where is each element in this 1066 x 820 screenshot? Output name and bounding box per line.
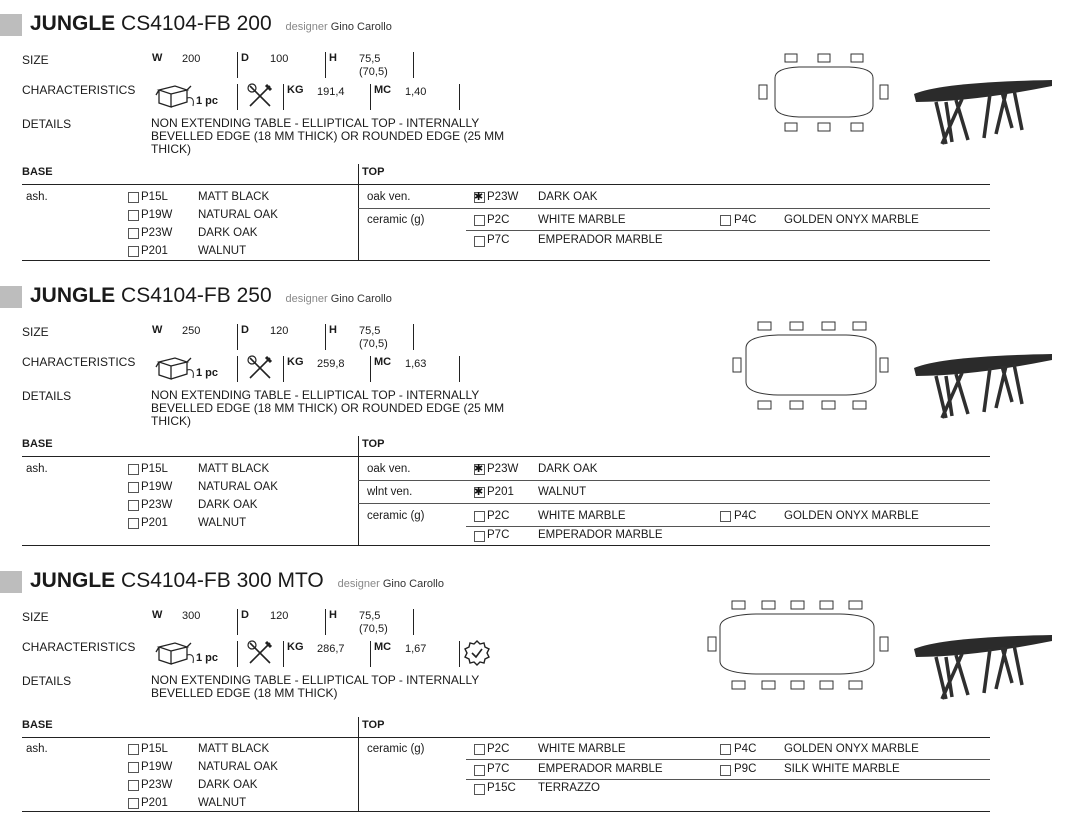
top-material: ceramic (g) — [367, 743, 425, 755]
option-code: P19W — [141, 481, 173, 493]
pieces-count: 1 pc — [196, 652, 219, 664]
base-material: ash. — [26, 191, 48, 203]
option-name: MATT BLACK — [198, 191, 270, 203]
divider — [325, 52, 326, 78]
divider — [413, 609, 414, 635]
option-name: DARK OAK — [538, 191, 598, 203]
divider — [459, 356, 460, 382]
h-label: H — [329, 324, 337, 336]
option-code: P7C — [487, 529, 510, 541]
option-checkbox[interactable] — [720, 744, 731, 755]
product-jungle-250 — [0, 286, 1066, 548]
table-photo — [912, 627, 1054, 703]
details-label: DETAILS — [22, 674, 72, 688]
divider — [370, 356, 371, 382]
option-name: DARK OAK — [198, 227, 258, 239]
option-checkbox-checked[interactable] — [474, 487, 485, 498]
row-rule — [358, 208, 990, 209]
option-checkbox[interactable] — [128, 210, 139, 221]
option-checkbox[interactable] — [474, 511, 485, 522]
option-checkbox[interactable] — [128, 518, 139, 529]
assembly-tools-icon — [246, 354, 274, 382]
option-name: DARK OAK — [198, 779, 258, 791]
d-label: D — [241, 324, 249, 336]
option-name: DARK OAK — [538, 463, 598, 475]
w-label: W — [152, 52, 163, 64]
divider — [325, 609, 326, 635]
option-name: WALNUT — [198, 517, 247, 529]
column-divider — [358, 717, 359, 811]
product-title — [30, 569, 444, 593]
divider — [237, 356, 238, 382]
row-rule — [358, 480, 990, 481]
option-checkbox[interactable] — [474, 784, 485, 795]
option-code: P4C — [734, 510, 757, 522]
size-label: SIZE — [22, 610, 49, 624]
designer-prefix: designer — [285, 293, 328, 305]
depth-value: 100 — [270, 53, 289, 65]
table-bottom-rule — [22, 260, 990, 261]
product-name: JUNGLE — [30, 284, 116, 307]
designer-line — [285, 293, 391, 305]
package-box-icon — [155, 637, 195, 667]
option-name: GOLDEN ONYX MARBLE — [784, 743, 919, 755]
base-header: BASE — [22, 166, 53, 178]
option-checkbox[interactable] — [128, 228, 139, 239]
option-code: P23W — [141, 227, 173, 239]
divider — [283, 84, 284, 110]
base-header: BASE — [22, 438, 53, 450]
details-text: NON EXTENDING TABLE - ELLIPTICAL TOP - INTERNALLY BEVELLED EDGE (18 MM THICK) — [151, 673, 480, 700]
option-code: P15L — [141, 463, 168, 475]
product-code: CS4104-FB 200 — [121, 12, 272, 35]
option-code: P201 — [141, 517, 168, 529]
w-label: W — [152, 609, 163, 621]
height-value: 75,5 — [359, 325, 381, 337]
designer-line — [285, 21, 391, 33]
product-code: CS4104-FB 250 — [121, 284, 272, 307]
option-name: WALNUT — [538, 486, 587, 498]
product-name: JUNGLE — [30, 569, 116, 592]
option-name: WALNUT — [198, 797, 247, 809]
option-checkbox[interactable] — [720, 511, 731, 522]
details-label: DETAILS — [22, 389, 72, 403]
column-divider — [358, 436, 359, 546]
table-bottom-rule — [22, 545, 990, 546]
designer-name: Gino Carollo — [382, 578, 444, 590]
option-name: GOLDEN ONYX MARBLE — [784, 510, 919, 522]
designer-line — [338, 578, 444, 590]
option-checkbox[interactable] — [128, 464, 139, 475]
divider — [237, 641, 238, 667]
kg-label: KG — [287, 84, 304, 96]
top-header: TOP — [362, 438, 385, 450]
option-name: EMPERADOR MARBLE — [538, 763, 663, 775]
option-checkbox[interactable] — [720, 765, 731, 776]
option-checkbox[interactable] — [720, 215, 731, 226]
option-code: P23W — [141, 779, 173, 791]
option-code: P9C — [734, 763, 757, 775]
table-plan-diagram — [728, 318, 898, 414]
details-text: NON EXTENDING TABLE - ELLIPTICAL TOP - INTERNALLY BEVELLED EDGE (18 MM THICK) OR ROUNDED EDGE (25 MM THICK) — [151, 388, 505, 428]
option-name: EMPERADOR MARBLE — [538, 529, 663, 541]
designer-name: Gino Carollo — [330, 21, 392, 33]
width-value: 200 — [182, 53, 201, 65]
table-photo — [912, 72, 1054, 148]
option-code: P2C — [487, 743, 510, 755]
divider — [237, 84, 238, 110]
product-title — [30, 12, 392, 36]
volume-value: 1,67 — [405, 643, 427, 655]
w-label: W — [152, 324, 163, 336]
assembly-tools-icon — [246, 82, 274, 110]
option-name: MATT BLACK — [198, 463, 270, 475]
option-name: WHITE MARBLE — [538, 510, 626, 522]
mc-label: MC — [374, 356, 392, 368]
base-material: ash. — [26, 743, 48, 755]
product-title-bar — [0, 286, 700, 310]
option-checkbox[interactable] — [128, 780, 139, 791]
volume-value: 1,40 — [405, 86, 427, 98]
option-checkbox[interactable] — [474, 744, 485, 755]
weight-value: 286,7 — [317, 643, 345, 655]
option-checkbox[interactable] — [128, 482, 139, 493]
width-value: 300 — [182, 610, 201, 622]
divider — [370, 84, 371, 110]
designer-prefix: designer — [285, 21, 328, 33]
table-header-rule — [22, 184, 990, 185]
details-text: NON EXTENDING TABLE - ELLIPTICAL TOP - INTERNALLY BEVELLED EDGE (18 MM THICK) OR ROUNDED EDGE (25 MM THICK) — [151, 116, 505, 156]
divider — [237, 52, 238, 78]
characteristics-label: CHARACTERISTICS — [22, 355, 136, 369]
weight-value: 191,4 — [317, 86, 345, 98]
title-marker — [0, 14, 22, 36]
made-to-order-badge-icon — [463, 639, 491, 667]
kg-label: KG — [287, 356, 304, 368]
option-checkbox-checked[interactable] — [474, 192, 485, 203]
option-name: WHITE MARBLE — [538, 743, 626, 755]
option-code: P15L — [141, 743, 168, 755]
option-code: P201 — [141, 797, 168, 809]
base-material: ash. — [26, 463, 48, 475]
option-name: TERRAZZO — [538, 782, 600, 794]
divider — [413, 52, 414, 78]
depth-value: 120 — [270, 325, 289, 337]
divider — [237, 609, 238, 635]
option-checkbox[interactable] — [474, 531, 485, 542]
width-value: 250 — [182, 325, 201, 337]
divider — [413, 324, 414, 350]
height-alt-value: (70,5) — [359, 66, 388, 78]
option-code: P201 — [141, 245, 168, 257]
table-plan-diagram — [700, 599, 896, 695]
product-jungle-200 — [0, 14, 1066, 264]
option-code: P15C — [487, 782, 516, 794]
top-material: wlnt ven. — [367, 486, 413, 498]
option-checkbox[interactable] — [128, 246, 139, 257]
height-alt-value: (70,5) — [359, 338, 388, 350]
divider — [237, 324, 238, 350]
h-label: H — [329, 52, 337, 64]
option-code: P2C — [487, 214, 510, 226]
option-name: WALNUT — [198, 245, 247, 257]
top-header: TOP — [362, 166, 385, 178]
mc-label: MC — [374, 84, 392, 96]
h-label: H — [329, 609, 337, 621]
d-label: D — [241, 609, 249, 621]
product-title-bar — [0, 571, 700, 595]
top-material: ceramic (g) — [367, 510, 425, 522]
option-code: P201 — [487, 486, 514, 498]
row-rule — [466, 230, 990, 231]
row-rule — [358, 503, 990, 504]
option-checkbox[interactable] — [128, 500, 139, 511]
option-code: P4C — [734, 743, 757, 755]
option-code: P15L — [141, 191, 168, 203]
volume-value: 1,63 — [405, 358, 427, 370]
top-material: oak ven. — [367, 463, 411, 475]
row-rule — [466, 526, 990, 527]
option-code: P4C — [734, 214, 757, 226]
base-header: BASE — [22, 719, 53, 731]
option-name: WHITE MARBLE — [538, 214, 626, 226]
details-label: DETAILS — [22, 117, 72, 131]
option-checkbox[interactable] — [474, 765, 485, 776]
divider — [283, 356, 284, 382]
divider — [283, 641, 284, 667]
product-jungle-300-mto — [0, 571, 1066, 816]
title-marker — [0, 286, 22, 308]
product-code: CS4104-FB 300 MTO — [121, 569, 324, 592]
characteristics-label: CHARACTERISTICS — [22, 640, 136, 654]
designer-prefix: designer — [337, 578, 380, 590]
row-rule — [466, 759, 990, 760]
option-code: P7C — [487, 234, 510, 246]
table-plan-diagram — [755, 52, 895, 136]
package-box-icon — [155, 352, 195, 382]
top-header: TOP — [362, 719, 385, 731]
option-checkbox[interactable] — [474, 215, 485, 226]
option-name: SILK WHITE MARBLE — [784, 763, 900, 775]
characteristics-label: CHARACTERISTICS — [22, 83, 136, 97]
option-checkbox[interactable] — [128, 762, 139, 773]
option-name: EMPERADOR MARBLE — [538, 234, 663, 246]
option-checkbox[interactable] — [128, 798, 139, 809]
designer-name: Gino Carollo — [330, 293, 392, 305]
pieces-count: 1 pc — [196, 367, 219, 379]
top-material: ceramic (g) — [367, 214, 425, 226]
table-photo — [912, 346, 1054, 422]
product-title — [30, 284, 392, 308]
pieces-count: 1 pc — [196, 95, 219, 107]
depth-value: 120 — [270, 610, 289, 622]
kg-label: KG — [287, 641, 304, 653]
option-code: P23W — [141, 499, 173, 511]
option-checkbox[interactable] — [474, 236, 485, 247]
option-code: P2C — [487, 510, 510, 522]
table-header-rule — [22, 456, 990, 457]
size-label: SIZE — [22, 53, 49, 67]
product-name: JUNGLE — [30, 12, 116, 35]
weight-value: 259,8 — [317, 358, 345, 370]
option-name: NATURAL OAK — [198, 761, 278, 773]
mc-label: MC — [374, 641, 392, 653]
option-name: NATURAL OAK — [198, 481, 278, 493]
title-marker — [0, 571, 22, 593]
row-rule — [466, 779, 990, 780]
option-checkbox-checked[interactable] — [474, 464, 485, 475]
table-header-rule — [22, 737, 990, 738]
package-box-icon — [155, 80, 195, 110]
assembly-tools-icon — [246, 639, 274, 667]
top-material: oak ven. — [367, 191, 411, 203]
size-label: SIZE — [22, 325, 49, 339]
divider — [325, 324, 326, 350]
option-code: P7C — [487, 763, 510, 775]
option-checkbox[interactable] — [128, 744, 139, 755]
option-code: P19W — [141, 761, 173, 773]
option-name: NATURAL OAK — [198, 209, 278, 221]
height-alt-value: (70,5) — [359, 623, 388, 635]
product-title-bar — [0, 14, 700, 38]
divider — [459, 84, 460, 110]
column-divider — [358, 164, 359, 260]
height-value: 75,5 — [359, 53, 381, 65]
option-code: P23W — [487, 463, 519, 475]
divider — [459, 641, 460, 667]
option-code: P23W — [487, 191, 519, 203]
option-name: GOLDEN ONYX MARBLE — [784, 214, 919, 226]
divider — [370, 641, 371, 667]
d-label: D — [241, 52, 249, 64]
option-name: DARK OAK — [198, 499, 258, 511]
option-checkbox[interactable] — [128, 192, 139, 203]
option-name: MATT BLACK — [198, 743, 270, 755]
table-bottom-rule — [22, 811, 990, 812]
height-value: 75,5 — [359, 610, 381, 622]
option-code: P19W — [141, 209, 173, 221]
